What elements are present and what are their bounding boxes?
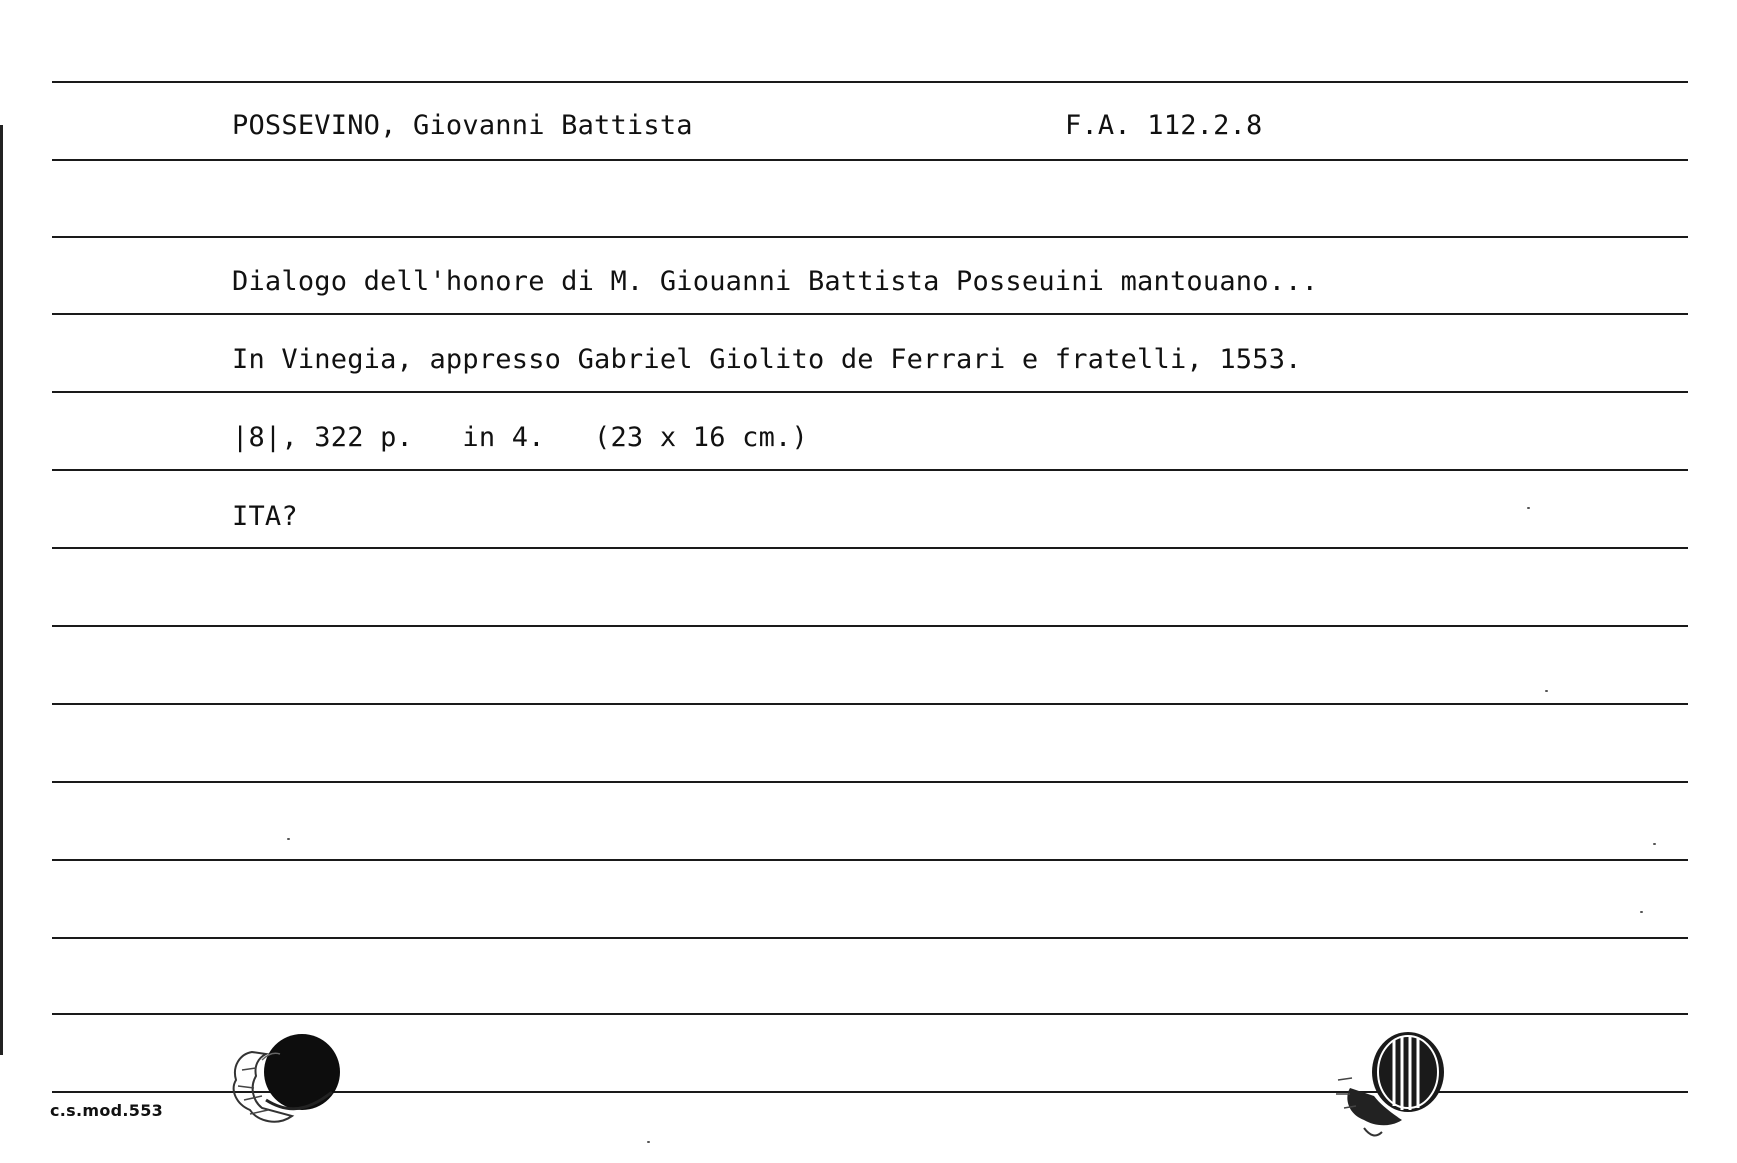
rule-line xyxy=(52,1013,1688,1015)
speck xyxy=(287,838,290,840)
rule-line xyxy=(52,469,1688,471)
rule-line xyxy=(52,547,1688,549)
rule-line xyxy=(52,625,1688,627)
title-line: Dialogo dell'honore di M. Giouanni Battista Posseuini mantouano... xyxy=(232,266,1319,297)
speck xyxy=(1545,690,1548,692)
rule-line xyxy=(52,81,1688,83)
rule-line xyxy=(52,937,1688,939)
speck xyxy=(1653,843,1656,845)
speck xyxy=(647,1141,650,1143)
imprint-line: In Vinegia, appresso Gabriel Giolito de Ferrari e fratelli, 1553. xyxy=(232,344,1302,375)
collation-line: |8|, 322 p. in 4. (23 x 16 cm.) xyxy=(232,422,808,453)
card-left-edge xyxy=(0,125,3,1055)
speck xyxy=(1527,507,1530,509)
form-code-label: c.s.mod.553 xyxy=(50,1101,164,1120)
rule-line xyxy=(52,859,1688,861)
rule-line xyxy=(52,236,1688,238)
punch-hole-left-icon xyxy=(222,1030,352,1135)
rule-line xyxy=(52,313,1688,315)
shelfmark: F.A. 112.2.8 xyxy=(1065,110,1263,141)
language-line: ITA? xyxy=(232,501,298,532)
rule-line xyxy=(52,703,1688,705)
speck xyxy=(1640,911,1643,913)
rule-line xyxy=(52,159,1688,161)
punch-hole-right-icon xyxy=(1330,1028,1460,1143)
rule-line xyxy=(52,391,1688,393)
rule-line xyxy=(52,781,1688,783)
author-heading: POSSEVINO, Giovanni Battista xyxy=(232,110,693,141)
